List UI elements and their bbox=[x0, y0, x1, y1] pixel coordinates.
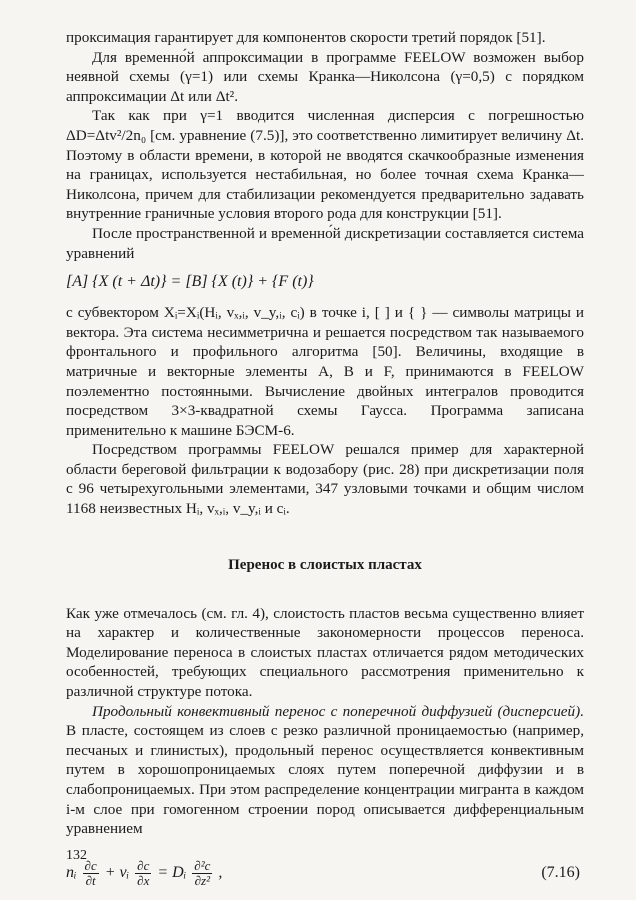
formula-system: [A] {X (t + Δt)} = [B] {X (t)} + {F (t)} bbox=[66, 273, 314, 291]
section-title: Перенос в слоистых пластах bbox=[228, 556, 422, 573]
paragraph-5: с субвектором Xᵢ=Xᵢ(Hᵢ, vₓ,ᵢ, v_y,ᵢ, cᵢ) в точке i, [ ] и { } — символы матрицы и вектора. Эта система несимметрична и решается посредством так называемого фронтального и профильного алгоритма [50]. Величины, входящие в матричные и векторные элементы A, B и F, принимаются в FEELOW поэлементно постоянными. Вычисление двойных интегралов проводится посредством 3×3-квадратной схемы Гаусса. Программа записана применительно к машине БЭСМ-6. bbox=[66, 304, 584, 439]
eq-dt: ∂t bbox=[85, 872, 96, 888]
equation-number: (7.16) bbox=[541, 864, 580, 882]
paragraph-3: Так как при γ=1 вводится численная дисперсия с погрешностью ΔD=Δtv²/2n₀ [см. уравнение (7.5)], это соответственно лимитирует величину Δt. Поэтому в области времени, в которой не вводятся скачкообразные изменения на границах, используется нестабильная, но более точная схема Кранка—Николсона, причем для стабилизации рекомендуется предварительно задавать внутренние граничные условия второго рода для конструкции [51]. bbox=[66, 107, 584, 223]
paragraph-4: После пространственной и временно́й дискретизации составляется система уравнений bbox=[66, 224, 584, 262]
page-number: 132 bbox=[66, 848, 87, 863]
paragraph-6: Посредством программы FEELOW решался пример для характерной области береговой фильтрации к водозабору (рис. 28) при дискретизации поля с 96 четырехугольными элементами, 347 узловыми точками и общим числом 1168 неизвестных Hᵢ, vₓ,ᵢ, v_y,ᵢ и cᵢ. bbox=[66, 441, 584, 518]
equation-body bbox=[66, 859, 222, 888]
paragraph-1: проксимация гарантирует для компонентов скорости третий порядок [51]. bbox=[66, 29, 546, 46]
eq-equals-d: = Dᵢ bbox=[157, 863, 187, 881]
paragraph-8 bbox=[66, 702, 584, 839]
eq-tail: , bbox=[218, 863, 223, 881]
eq-dc-2: ∂c bbox=[137, 857, 150, 873]
paragraph-2: Для временно́й аппроксимации в программе FEELOW возможен выбор неявной схемы (γ=1) или схемы Кранка—Николсона (γ=0,5) с порядком аппроксимации Δt или Δt². bbox=[66, 48, 584, 105]
paragraph-8-lead: Продольный конвективный перенос с поперечной диффузией (дисперсией). bbox=[92, 702, 584, 720]
eq-d2c: ∂²c bbox=[194, 857, 211, 873]
eq-frac-dc-dx bbox=[135, 859, 151, 888]
paragraph-7: Как уже отмечалось (см. гл. 4), слоистость пластов весьма существенно влияет на характер и количественные закономерности процессов переноса. Моделирование переноса в слоистых пластах отличается рядом методических особенностей, требующих специального рассмотрения применительно к различной структуре потока. bbox=[66, 604, 584, 701]
equation-7-16 bbox=[66, 859, 584, 888]
eq-plus-v: + vᵢ bbox=[104, 863, 130, 881]
eq-dx: ∂x bbox=[137, 872, 150, 888]
eq-dc-1: ∂c bbox=[84, 857, 97, 873]
eq-dz2: ∂z² bbox=[194, 872, 210, 888]
paragraph-8-rest: В пласте, состоящем из слоев с резко различной проницаемостью (например, песчаных и глинистых), продольный перенос осуществляется конвективным путем в хорошопроницаемых слоях путем поперечной диффузии и в слабопроницаемых. При этом распределение концентрации мигранта в каждом i-м слое при гомогенном строении пород описывается дифференциальным уравнением bbox=[66, 722, 584, 838]
eq-n-term: nᵢ bbox=[66, 863, 77, 881]
eq-frac-d2c-dz2 bbox=[192, 859, 212, 888]
